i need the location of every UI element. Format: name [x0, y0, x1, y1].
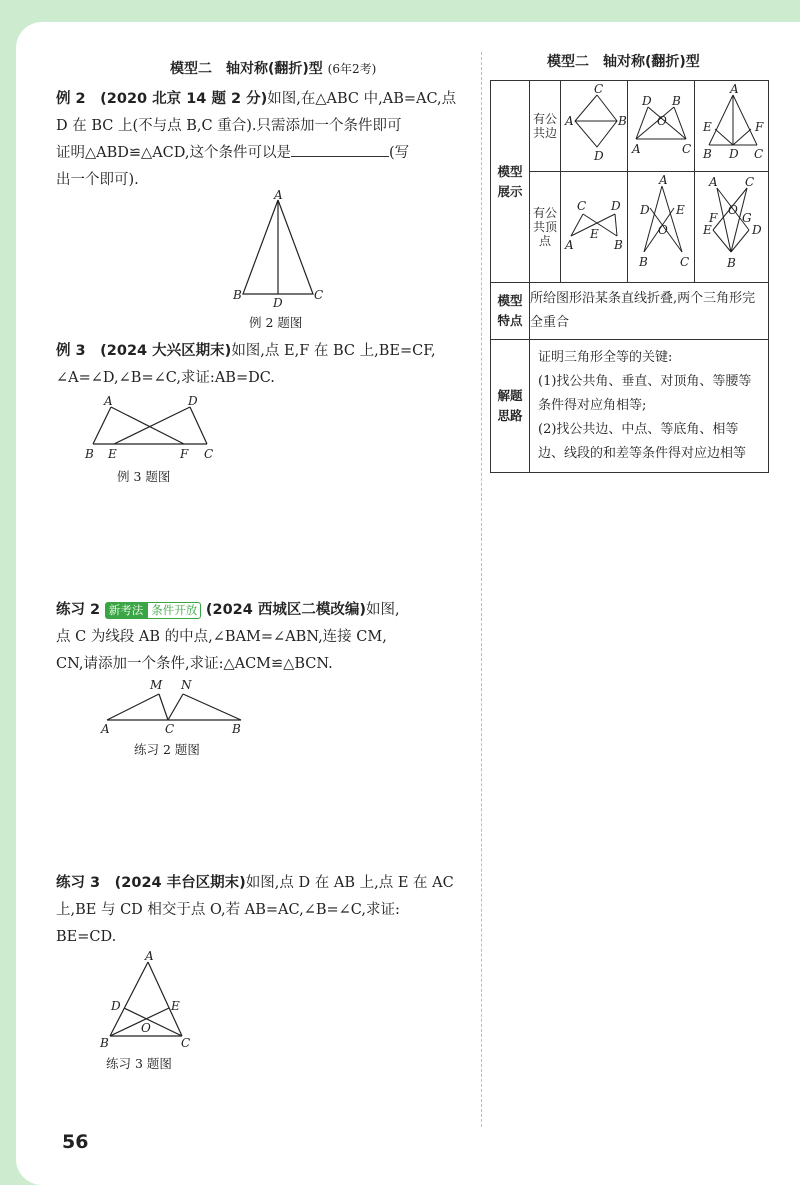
label-f: F — [180, 447, 189, 461]
model-table — [490, 80, 769, 473]
label-b: B — [100, 1036, 109, 1050]
example-2-line: 证明△ABD≌△ACD,这个条件可以是 — [56, 145, 291, 161]
practice-2-line: 点 C 为线段 AB 的中点,∠BAM=∠ABN,连接 CM, — [56, 629, 387, 645]
model-figure — [628, 81, 694, 167]
practice-2-line: CN,请添加一个条件,求证:△ACM≌△BCN. — [56, 656, 333, 672]
model-feature-text: 所给图形沿某条直线折叠,两个三角形完全重合 — [530, 283, 769, 340]
label-a: A — [709, 175, 718, 189]
model-feature-header: 模型特点 — [491, 283, 530, 340]
label-d: D — [611, 199, 621, 213]
label-b: B — [614, 238, 623, 252]
example-3 — [56, 338, 476, 392]
label-b: B — [703, 147, 712, 161]
method-line: (1)找公共角、垂直、对顶角、等腰等条件得对应角相等; — [538, 374, 752, 413]
label-a: A — [145, 950, 154, 963]
model-display-header: 模型展示 — [491, 81, 530, 283]
practice-2-caption: 练习 2 题图 — [134, 742, 200, 757]
label-d: D — [640, 203, 650, 217]
label-a: A — [274, 188, 283, 202]
label-d: D — [642, 94, 652, 108]
example-2-line: D 在 BC 上(不与点 B,C 重合).只需添加一个条件即可 — [56, 118, 402, 134]
label-e: E — [703, 120, 712, 134]
fig-shared-side-1 — [561, 81, 628, 172]
model-figure — [628, 172, 694, 278]
method-line: (2)找公共边、中点、等底角、相等边、线段的和差等条件得对应边相等 — [538, 422, 747, 461]
label-e: E — [676, 203, 685, 217]
column-divider — [481, 52, 482, 1127]
example-3-figure — [80, 393, 220, 463]
example-2-line: 出一个即可). — [56, 172, 139, 188]
label-b: B — [618, 114, 627, 128]
table-title: 模型二 轴对称(翻折)型 — [547, 54, 700, 70]
label-a: A — [632, 142, 641, 156]
example-2-line: (写 — [389, 145, 410, 161]
label-b: B — [85, 447, 94, 461]
practice-2-line: 如图, — [366, 602, 400, 618]
fig-shared-side-3 — [695, 81, 769, 172]
practice-3-caption: 练习 3 题图 — [106, 1056, 172, 1071]
practice-2-figure — [95, 675, 255, 737]
label-g: G — [742, 211, 752, 225]
section-title-text: 模型二 轴对称(翻折)型 — [170, 61, 323, 77]
practice-2-source: (2024 西城区二模改编) — [205, 602, 367, 618]
example-2-caption: 例 2 题图 — [249, 315, 303, 330]
label-c: C — [204, 447, 214, 461]
label-m: M — [150, 678, 163, 692]
label-c: C — [754, 147, 764, 161]
label-a: A — [659, 173, 668, 187]
label-f: F — [755, 120, 764, 134]
label-n: N — [181, 678, 192, 692]
model-figure — [695, 172, 767, 278]
answer-blank[interactable] — [291, 142, 389, 157]
row-shared-vertex-label: 有公共顶点 — [530, 172, 561, 283]
practice-3 — [56, 870, 476, 951]
label-c: C — [314, 288, 324, 302]
label-a: A — [104, 394, 113, 408]
example-2-line: 如图,在△ABC 中,AB=AC,点 — [267, 91, 457, 107]
label-d: D — [594, 149, 604, 163]
label-a: A — [730, 82, 739, 96]
method-header: 解题思路 — [491, 340, 530, 473]
fig-shared-vertex-3 — [695, 172, 769, 283]
practice-3-line: 上,BE 与 CD 相交于点 O,若 AB=AC,∠B=∠C,求证: — [56, 902, 400, 918]
model-figure — [695, 81, 767, 167]
practice-3-line: 如图,点 D 在 AB 上,点 E 在 AC — [245, 875, 454, 891]
label-d: D — [752, 223, 762, 237]
label-e: E — [108, 447, 117, 461]
section-title-note: (6年2考) — [327, 62, 377, 76]
example-2-figure — [225, 188, 335, 310]
label-b: B — [232, 722, 241, 736]
label-b: B — [727, 256, 736, 270]
label-o: O — [141, 1021, 151, 1035]
example-3-source: (2024 大兴区期末) — [100, 343, 232, 359]
label-d: D — [111, 999, 121, 1013]
label-c: C — [165, 722, 175, 736]
label-a: A — [565, 114, 574, 128]
open-condition-badge: 条件开放 — [147, 602, 201, 619]
example-2 — [56, 86, 476, 194]
label-d: D — [729, 147, 739, 161]
label-b: B — [672, 94, 681, 108]
model-figure — [561, 81, 627, 167]
method-text — [530, 340, 769, 473]
label-c: C — [680, 255, 690, 269]
label-c: C — [594, 82, 604, 96]
practice-3-source: (2024 丰台区期末) — [114, 875, 246, 891]
label-o: O — [728, 203, 738, 217]
label-d: D — [188, 394, 198, 408]
label-c: C — [682, 142, 692, 156]
label-o: O — [657, 114, 667, 128]
example-3-lead: 例 3 — [56, 343, 86, 359]
model-figure — [561, 172, 627, 278]
example-3-caption: 例 3 题图 — [117, 469, 171, 484]
label-c: C — [745, 175, 755, 189]
practice-3-line: BE=CD. — [56, 929, 117, 945]
label-e: E — [703, 223, 712, 237]
label-f: F — [709, 211, 718, 225]
label-c: C — [577, 199, 587, 213]
label-e: E — [171, 999, 180, 1013]
practice-3-figure — [95, 950, 195, 1050]
example-2-source: (2020 北京 14 题 2 分) — [100, 91, 268, 107]
fig-shared-vertex-2 — [628, 172, 695, 283]
example-3-line: 如图,点 E,F 在 BC 上,BE=CF, — [231, 343, 436, 359]
page-number: 56 — [62, 1131, 89, 1153]
example-3-line: ∠A=∠D,∠B=∠C,求证:AB=DC. — [56, 370, 275, 386]
label-o: O — [658, 223, 668, 237]
practice-3-lead: 练习 3 — [56, 875, 101, 891]
label-d: D — [273, 296, 283, 310]
fig-shared-vertex-1 — [561, 172, 628, 283]
label-e: E — [590, 227, 599, 241]
fig-shared-side-2 — [628, 81, 695, 172]
method-line: 证明三角形全等的关键: — [538, 350, 673, 365]
section-title — [170, 58, 376, 78]
label-a: A — [101, 722, 110, 736]
new-method-badge: 新考法 — [105, 602, 148, 619]
row-shared-side-label: 有公共边 — [530, 81, 561, 172]
practice-2 — [56, 597, 476, 678]
label-c: C — [181, 1036, 191, 1050]
example-2-lead: 例 2 — [56, 91, 86, 107]
label-a: A — [565, 238, 574, 252]
practice-2-lead: 练习 2 — [56, 602, 101, 618]
label-b: B — [233, 288, 242, 302]
label-b: B — [639, 255, 648, 269]
